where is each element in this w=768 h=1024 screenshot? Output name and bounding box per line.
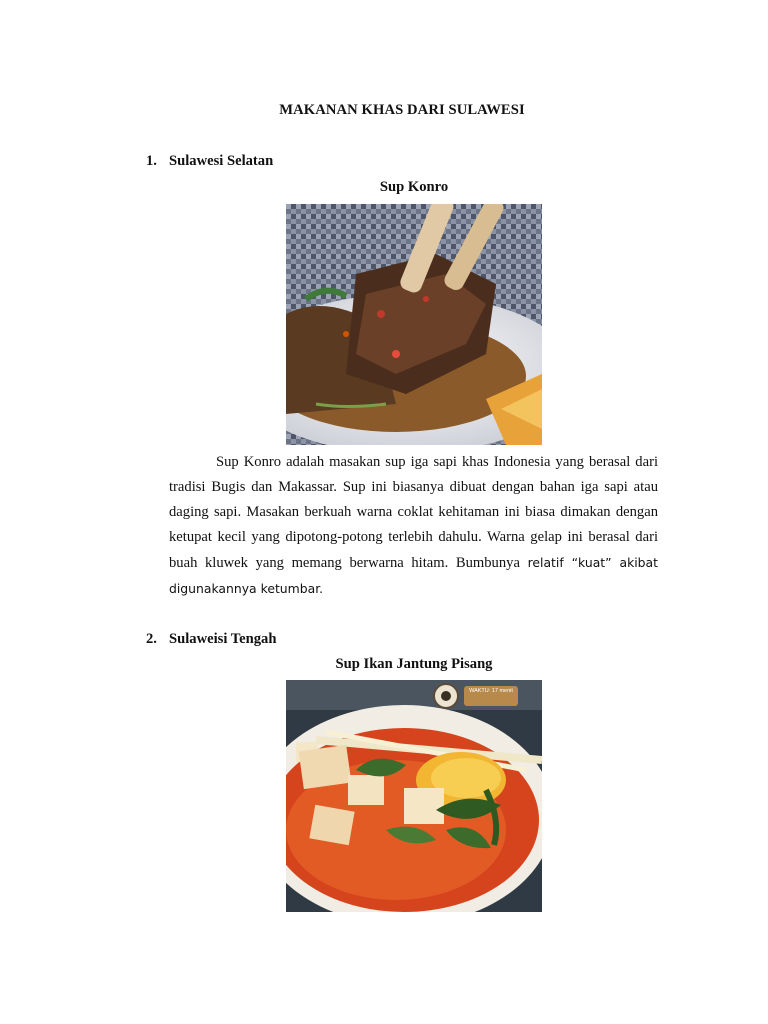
section-title: Sulaweisi Tengah bbox=[169, 631, 277, 647]
paragraph-body: Sup Konro adalah masakan sup iga sapi khas Indonesia yang berasal dari tradisi Bugis dan Makassar. Sup ini biasanya dibuat dengan bahan iga sapi atau daging sapi. Masakan berkuah warna coklat kehitaman ini biasa dimakan dengan ketupat kecil yang dipotong-potong terlebih dahulu. Warna gelap ini berasal dari buah kluwek yang memang berwarna hitam. Bumbunya bbox=[169, 454, 658, 571]
section-title: Sulawesi Selatan bbox=[169, 153, 274, 169]
time-badge: WAKTU: 17 menit bbox=[469, 688, 513, 694]
sup-konro-description bbox=[169, 450, 658, 602]
paragraph-last-line: relatif “kuat” akibat digunakannya ketumbar. bbox=[169, 555, 659, 596]
dish-name: Sup Konro bbox=[379, 179, 449, 195]
sup-konro-photo bbox=[286, 204, 542, 445]
sup-ikan-jantung-pisang-photo bbox=[286, 680, 542, 912]
sup-konro-illustration bbox=[286, 204, 542, 445]
section-number: 2. bbox=[146, 631, 157, 647]
sup-ikan-illustration bbox=[286, 680, 542, 912]
dish-name: Sup Ikan Jantung Pisang bbox=[335, 656, 493, 672]
section-heading bbox=[146, 631, 276, 648]
section-heading bbox=[146, 153, 273, 170]
document-title: MAKANAN KHAS DARI SULAWESI bbox=[279, 102, 525, 118]
section-number: 1. bbox=[146, 153, 157, 169]
